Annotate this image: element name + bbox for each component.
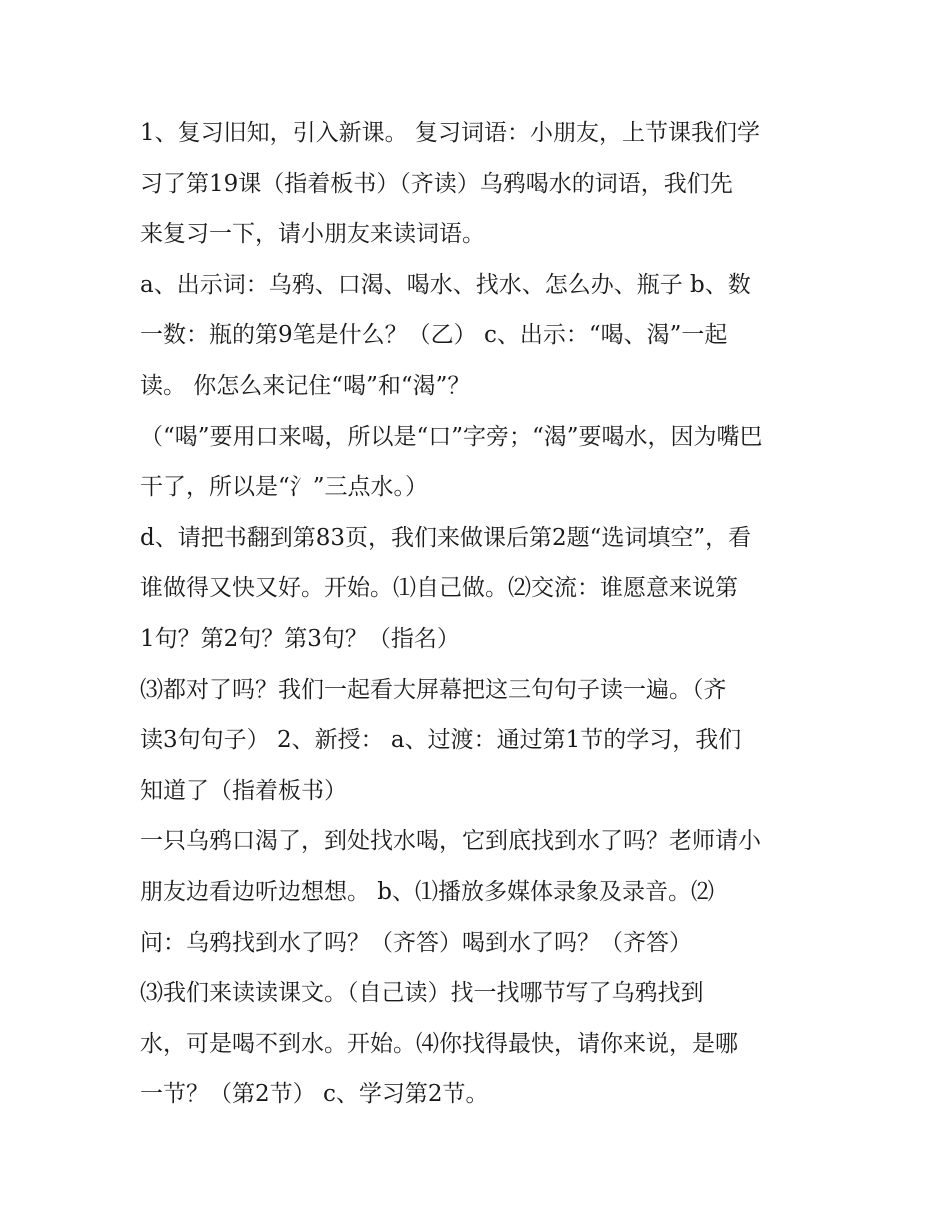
text-line-7: （“喝”要用口来喝，所以是“口”字旁；“渴”要喝水，因为嘴巴 xyxy=(140,423,763,450)
text-line-4: a、出示词：乌鸦、口渴、喝水、找水、怎么办、瓶子 b、数 xyxy=(140,271,751,298)
text-line-16: 朋友边看边听边想想。 b、⑴播放多媒体录象及录音。⑵ xyxy=(140,878,715,905)
text-line-12: ⑶都对了吗？我们一起看大屏幕把这三句句子读一遍。（齐 xyxy=(140,676,727,703)
text-line-2: 习了第19课（指着板书）（齐读）乌鸦喝水的词语，我们先 xyxy=(140,170,733,197)
text-line-17: 问：乌鸦找到水了吗？（齐答）喝到水了吗？（齐答） xyxy=(140,929,692,956)
text-line-10: 谁做得又快又好。开始。⑴自己做。⑵交流：谁愿意来说第 xyxy=(140,575,738,602)
text-line-9: d、请把书翻到第83页，我们来做课后第2题“选词填空”，看 xyxy=(140,524,752,551)
text-line-13: 读3句句子） 2、新授： a、过渡：通过第1节的学习，我们 xyxy=(140,727,742,754)
text-line-15: 一只乌鸦口渴了，到处找水喝，它到底找到水了吗？老师请小 xyxy=(140,828,761,855)
text-line-5: 一数：瓶的第9笔是什么？（乙） c、出示：“喝、渴”一起 xyxy=(140,322,728,349)
text-line-8: 干了，所以是“氵”三点水。） xyxy=(140,474,429,501)
text-line-19: 水，可是喝不到水。开始。⑷你找得最快，请你来说，是哪 xyxy=(140,1030,738,1057)
text-line-6: 读。 你怎么来记住“喝”和“渴”？ xyxy=(140,372,471,399)
text-line-20: 一节？（第2节） c、学习第2节。 xyxy=(140,1081,489,1108)
body-text xyxy=(140,108,830,1120)
text-line-18: ⑶我们来读读课文。（自己读）找一找哪节写了乌鸦找到 xyxy=(140,980,704,1007)
text-line-14: 知道了（指着板书） xyxy=(140,777,347,804)
text-line-1: 1、复习旧知，引入新课。 复习词语：小朋友，上节课我们学 xyxy=(140,120,760,146)
text-line-11: 1句？第2句？第3句？（指名） xyxy=(140,625,460,652)
text-line-3: 来复习一下，请小朋友来读词语。 xyxy=(140,221,485,248)
